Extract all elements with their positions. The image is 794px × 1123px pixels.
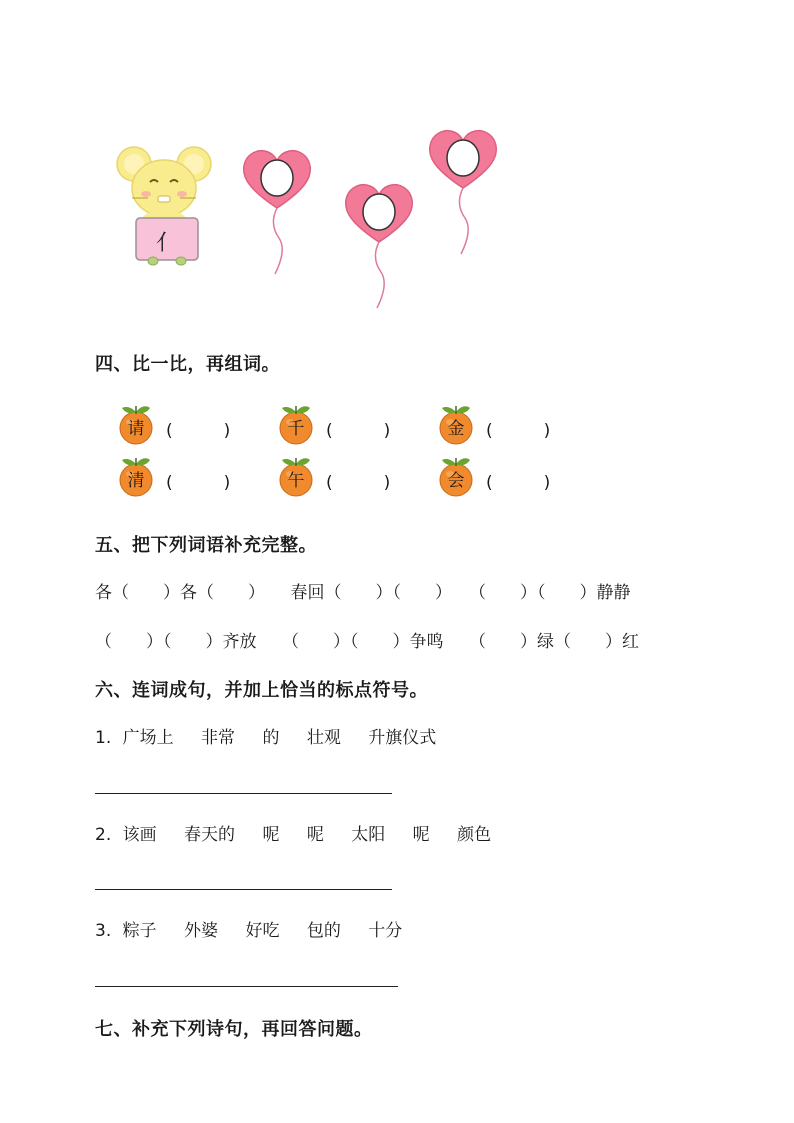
answer-line-1[interactable] [95, 793, 392, 794]
word: 包的 [306, 921, 341, 941]
heart-balloon-icon [240, 148, 314, 276]
answer-paren[interactable]: ( ) [486, 473, 551, 493]
item-number: 2. [95, 825, 112, 845]
item-number: 3. [95, 921, 112, 941]
word: 非常 [201, 728, 236, 748]
word: 粽子 [122, 921, 157, 941]
heart-balloon-3 [426, 128, 500, 256]
word: 该画 [122, 825, 157, 845]
heart-balloon-icon [426, 128, 500, 256]
word: 春天的 [184, 825, 236, 845]
item-number: 1. [95, 728, 112, 748]
idiom-line-2: （ ）（ ）齐放 （ ）（ ）争鸣 （ ）绿（ ）红 [95, 632, 639, 652]
word: 太阳 [351, 825, 386, 845]
heart-balloon-1 [240, 148, 314, 276]
word: 的 [262, 728, 280, 748]
heart-balloon-icon [342, 182, 416, 310]
answer-paren[interactable]: ( ) [166, 421, 231, 441]
sentence-item-2 [95, 820, 513, 845]
orange-char-item [118, 454, 158, 498]
answer-paren[interactable]: ( ) [166, 473, 231, 493]
word: 呢 [306, 825, 324, 845]
section-4-title: 四、比一比，再组词。 [95, 354, 280, 375]
answer-paren[interactable]: ( ) [486, 421, 551, 441]
orange-char-item [278, 454, 318, 498]
orange-char-item [438, 402, 478, 446]
word: 升旗仪式 [368, 728, 437, 748]
word: 呢 [262, 825, 280, 845]
orange-char-item [278, 402, 318, 446]
heart-balloon-2 [342, 182, 416, 310]
sentence-item-3 [95, 916, 424, 941]
word: 颜色 [457, 825, 492, 845]
orange-char: 金 [447, 419, 465, 439]
orange-char: 请 [127, 419, 145, 439]
section-5-title: 五、把下列词语补充完整。 [95, 535, 317, 556]
answer-paren[interactable]: ( ) [326, 473, 391, 493]
orange-char: 千 [287, 419, 305, 439]
orange-char: 午 [287, 471, 305, 491]
mouse-illustration [112, 142, 218, 268]
section-7-title: 七、补充下列诗句，再回答问题。 [95, 1019, 373, 1040]
word: 壮观 [306, 728, 341, 748]
word: 广场上 [122, 728, 174, 748]
orange-char: 会 [447, 471, 465, 491]
idiom-line-1: 各（ ）各（ ） 春回（ ）（ ） （ ）（ ）静静 [95, 583, 631, 603]
orange-char-item [118, 402, 158, 446]
orange-char-item [438, 454, 478, 498]
word: 呢 [412, 825, 430, 845]
section-6-title: 六、连词成句，并加上恰当的标点符号。 [95, 680, 428, 701]
word: 外婆 [184, 921, 219, 941]
answer-paren[interactable]: ( ) [326, 421, 391, 441]
orange-char: 清 [127, 471, 145, 491]
answer-line-3[interactable] [95, 986, 398, 987]
sentence-item-1 [95, 723, 458, 748]
radical-char: 亻 [155, 231, 178, 256]
answer-line-2[interactable] [95, 889, 392, 890]
word: 好吃 [245, 921, 280, 941]
word: 十分 [368, 921, 403, 941]
